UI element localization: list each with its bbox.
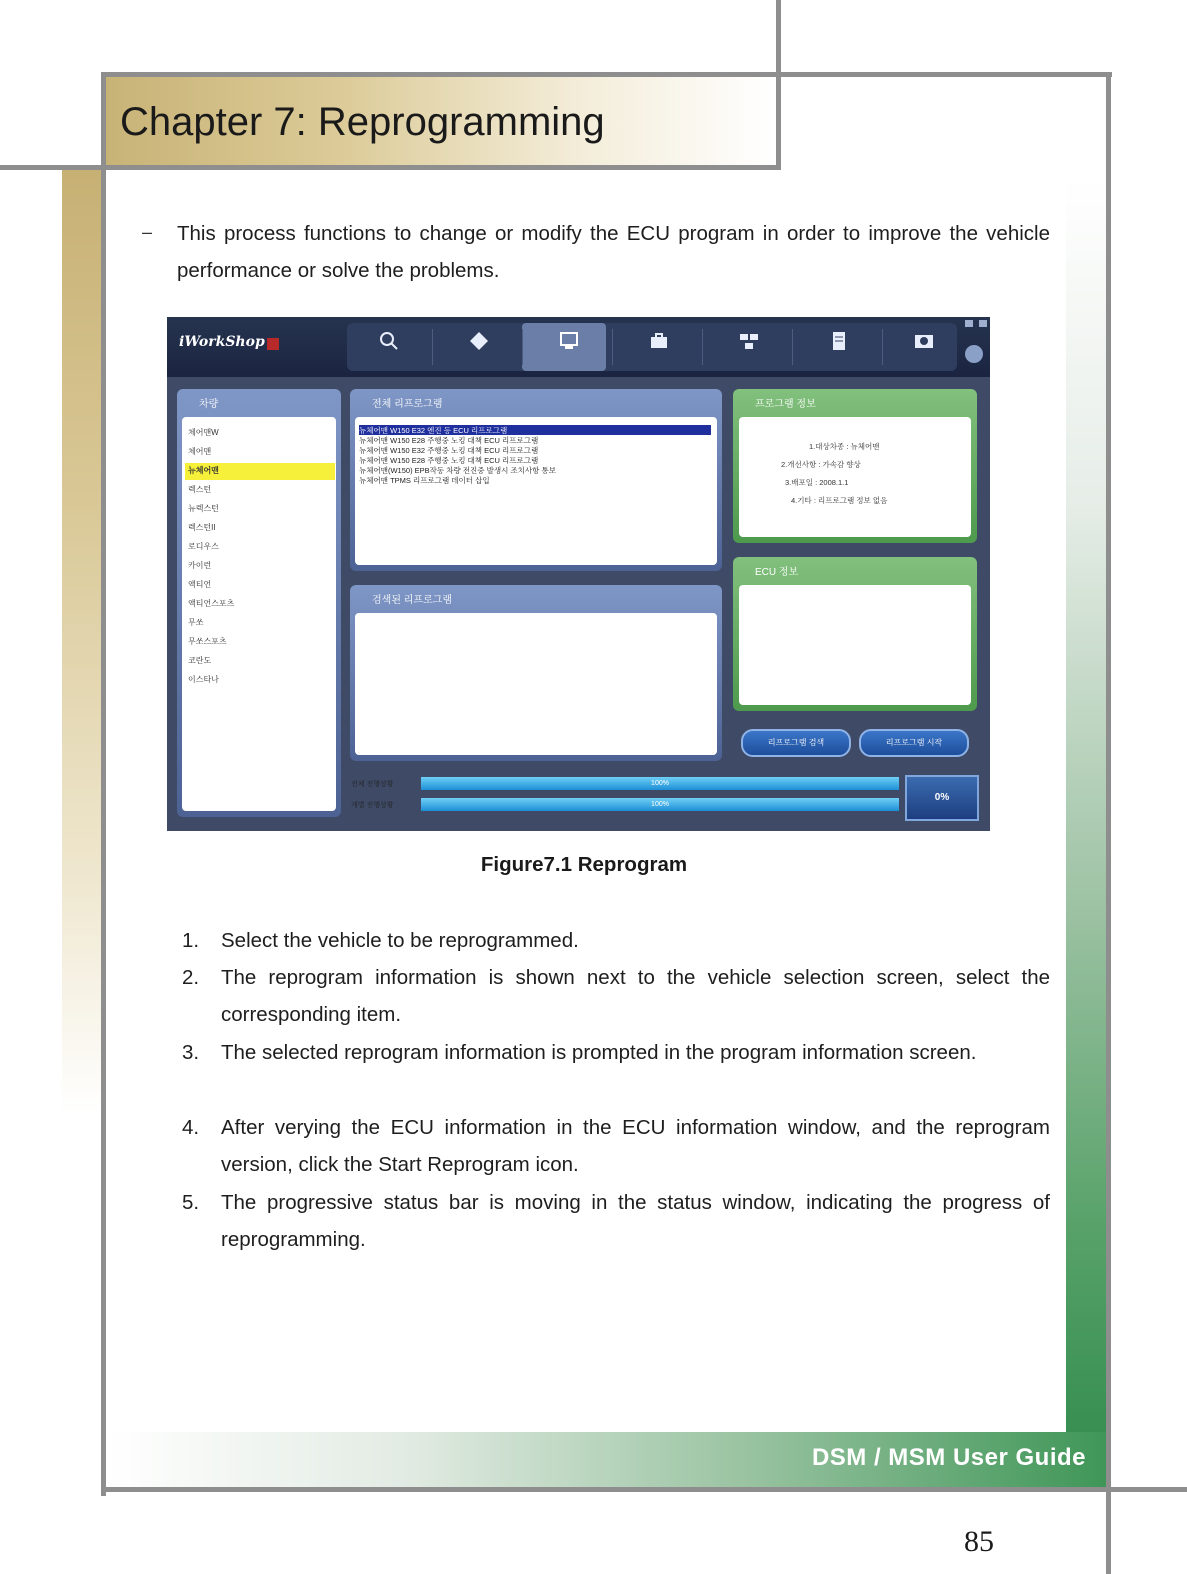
monitor-icon: [559, 331, 579, 351]
toolbar-separator: [522, 329, 523, 365]
program-info-line: 1.대상차종 : 뉴체어맨: [809, 442, 880, 451]
vehicle-panel-title: 차량: [199, 399, 219, 410]
step-text: The reprogram information is shown next to the vehicle selection screen, select the corresponding item.: [221, 966, 1050, 1026]
vehicle-item[interactable]: 무쏘: [188, 618, 204, 627]
footer-guide-title: DSM / MSM User Guide: [811, 1444, 1086, 1471]
ecu-info-panel: [733, 557, 977, 711]
step-text: Select the vehicle to be reprogrammed.: [221, 929, 579, 952]
help-icon[interactable]: [965, 345, 983, 363]
reprogram-search-button[interactable]: 리프로그램 검색: [741, 729, 851, 757]
minimize-icon[interactable]: [965, 320, 973, 327]
ecu-info-body: [739, 585, 971, 705]
all-programs-list: [355, 417, 717, 565]
searched-programs-list: [355, 613, 717, 755]
toolbar-separator: [432, 329, 433, 365]
chapter-divider-horizontal: [0, 165, 781, 170]
camera-icon: [914, 331, 934, 351]
reprogram-start-button[interactable]: 리프로그램 시작: [859, 729, 969, 757]
diamond-icon: [469, 331, 489, 351]
vehicle-list: [182, 417, 336, 811]
vehicle-item[interactable]: 코란도: [188, 656, 212, 665]
intro-paragraph: This process functions to change or modify the ECU program in order to improve the vehicle performance or solve the problems.: [177, 222, 1050, 282]
program-info-line: 2.개선사항 : 가속감 향상: [781, 460, 861, 469]
vehicle-item[interactable]: 무쏘스포츠: [188, 637, 227, 646]
vehicle-item[interactable]: 로디우스: [188, 542, 219, 551]
document-icon: [829, 331, 849, 351]
figure-caption: Figure7.1 Reprogram: [480, 853, 688, 876]
program-item[interactable]: 뉴체어맨 W150 E28 주행중 노킹 대책 ECU 리프로그램: [359, 436, 539, 445]
close-icon[interactable]: [979, 320, 987, 327]
toolbar-button-camera[interactable]: [882, 325, 966, 369]
step-text: After verying the ECU information in the ECU information window, and the reprogram version, click the Start Reprogram icon.: [221, 1116, 1050, 1176]
step-number: 1.: [182, 929, 200, 952]
app-logo: iWorkShop: [179, 334, 265, 350]
vehicle-panel: [177, 389, 341, 817]
chapter-divider-vertical: [776, 0, 781, 170]
toolbar-separator: [702, 329, 703, 365]
toolbar-button-network[interactable]: [707, 325, 791, 369]
progress-percent: 0%: [905, 775, 979, 821]
vehicle-item[interactable]: 액티언: [188, 580, 212, 589]
vehicle-item[interactable]: 체어맨W: [188, 428, 219, 437]
left-decorative-band: [62, 170, 106, 1115]
app-toolbar: [167, 317, 990, 377]
chapter-title: Chapter 7: Reprogramming: [120, 100, 605, 144]
right-decorative-band: [1066, 176, 1106, 1487]
step-text: The selected reprogram information is prompted in the program information screen.: [221, 1041, 977, 1064]
logo-badge-icon: [267, 338, 279, 350]
frame-bottom-line: [101, 1487, 1187, 1492]
search-icon: [379, 331, 399, 351]
searched-programs-title: 검색된 리프로그램: [372, 595, 453, 606]
vehicle-item[interactable]: 체어맨: [188, 447, 212, 456]
vehicle-item[interactable]: 카이런: [188, 561, 212, 570]
vehicle-item[interactable]: 이스타나: [188, 675, 219, 684]
frame-top-line: [103, 72, 1112, 77]
program-info-line: 4.기타 : 리프로그램 정보 없음: [791, 496, 888, 505]
step-number: 2.: [182, 966, 200, 989]
program-info-line: 3.배포일 : 2008.1.1: [785, 478, 849, 487]
total-progress-text: 100%: [651, 780, 669, 787]
toolbar-button-document[interactable]: [797, 325, 881, 369]
program-info-title: 프로그램 정보: [755, 399, 816, 410]
step-progress-label: 개별 진행상황: [351, 802, 394, 809]
network-icon: [739, 331, 759, 351]
program-item[interactable]: 뉴체어맨(W150) EPB작동 차량 전진중 발생시 조치사항 통보: [359, 466, 556, 475]
step-number: 4.: [182, 1116, 200, 1139]
program-item[interactable]: 뉴체어맨 TPMS 리프로그램 데이터 삽입: [359, 476, 490, 485]
program-info-body: [739, 417, 971, 537]
vehicle-item-selected[interactable]: 뉴체어맨: [188, 466, 219, 475]
vehicle-item[interactable]: 액티언스포츠: [188, 599, 235, 608]
searched-programs-panel: [350, 585, 722, 761]
total-progress-bar: [421, 777, 899, 790]
step-text: The progressive status bar is moving in the status window, indicating the progress of reprogramming.: [221, 1191, 1050, 1251]
step-progress-bar: [421, 798, 899, 811]
frame-left-line: [101, 72, 106, 1496]
vehicle-item[interactable]: 렉스턴II: [188, 523, 216, 532]
ecu-info-title: ECU 정보: [755, 567, 799, 578]
toolbar-button-diamond[interactable]: [437, 325, 521, 369]
page-number: 85: [964, 1525, 994, 1558]
reprogram-screenshot: [167, 317, 990, 831]
step-number: 3.: [182, 1041, 200, 1064]
toolbar-separator: [792, 329, 793, 365]
step-progress-text: 100%: [651, 801, 669, 808]
toolbox-icon: [649, 331, 669, 351]
step-number: 5.: [182, 1191, 200, 1214]
all-programs-title: 전체 리프로그램: [372, 399, 443, 410]
total-progress-label: 전체 진행상황: [351, 781, 394, 788]
frame-right-line: [1106, 72, 1111, 1574]
intro-bullet: –: [142, 222, 153, 242]
toolbar-button-search[interactable]: [347, 325, 431, 369]
all-programs-panel: [350, 389, 722, 571]
program-item[interactable]: 뉴체어맨 W150 E32 주행중 노킹 대책 ECU 리프로그램: [359, 446, 539, 455]
toolbar-button-reprogram[interactable]: [527, 325, 611, 369]
vehicle-item[interactable]: 렉스턴: [188, 485, 212, 494]
vehicle-item[interactable]: 뉴렉스턴: [188, 504, 219, 513]
toolbar-separator: [612, 329, 613, 365]
toolbar-button-toolbox[interactable]: [617, 325, 701, 369]
program-item-selected[interactable]: 뉴체어맨 W150 E32 엔진 등 ECU 리프로그램: [359, 426, 508, 435]
program-item[interactable]: 뉴체어맨 W150 E28 주행중 노킹 대책 ECU 리프로그램: [359, 456, 539, 465]
program-info-panel: [733, 389, 977, 543]
